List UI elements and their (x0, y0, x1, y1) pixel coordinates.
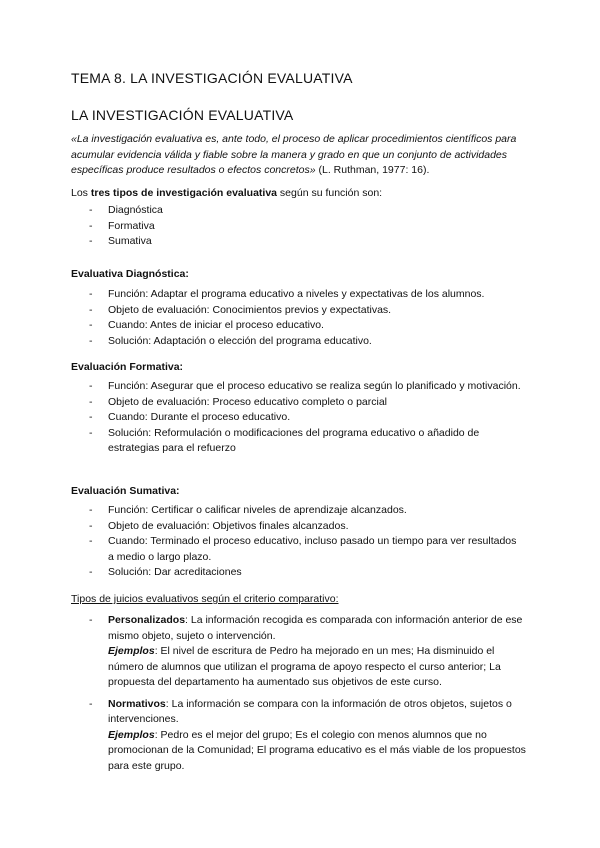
type-label: Diagnóstica (108, 204, 163, 216)
list-item (71, 287, 521, 303)
section-heading-diagnostica: Evaluativa Diagnóstica: (71, 268, 189, 280)
dash-marker: - (89, 504, 93, 516)
list-item (71, 234, 163, 250)
list-item (71, 379, 521, 395)
examples-text: : El nivel de escritura de Pedro ha mejorado en un mes; Ha disminuido el número de alumnos que utilizan el programa de apoyo respecto el curso anterior; La propuesta del departamento ha aumentado sus objetivos de este curso. (108, 645, 501, 688)
type-label: Sumativa (108, 235, 152, 247)
list-item (71, 613, 527, 691)
item-text: Solución: Reformulación o modificaciones del programa educativo o añadido de estrategias para el refuerzo (108, 426, 480, 454)
item-text: Función: Asegurar que el proceso educativo se realiza según lo planificado y motivación. (108, 380, 521, 392)
item-text: Función: Certificar o calificar niveles de aprendizaje alcanzados. (108, 504, 407, 516)
criterio-term: Normativos (108, 697, 166, 710)
diagnostica-list (71, 287, 521, 349)
list-item (71, 697, 527, 775)
criterio-heading: Tipos de juicios evaluativos según el criterio comparativo: (71, 593, 339, 605)
criterio-definition: : La información recogida es comparada con información anterior de ese mismo objeto, sujeto o intervención. (108, 614, 523, 642)
examples-label: Ejemplos (108, 645, 155, 657)
sumativa-list (71, 503, 521, 581)
types-list (71, 203, 163, 250)
quote-text: «La investigación evaluativa es, ante todo, el proceso de aplicar procedimientos científicos para acumular evidencia válida y fiable sobre la manera y grado en que un conjunto de actividades específicas produce resultados o efectos concretos» (71, 133, 517, 176)
page-title: TEMA 8. LA INVESTIGACIÓN EVALUATIVA (71, 70, 353, 86)
formativa-list (71, 379, 521, 457)
item-text: Cuando: Durante el proceso educativo. (108, 411, 291, 423)
list-item (71, 334, 521, 350)
dash-marker: - (89, 411, 93, 423)
intro-paragraph (71, 186, 382, 202)
intro-pre: Los (71, 187, 91, 199)
dash-marker: - (89, 395, 93, 408)
item-text: Objeto de evaluación: Conocimientos previos y expectativas. (108, 303, 392, 316)
item-text: Cuando: Terminado el proceso educativo, incluso pasado un tiempo para ver resultados a medio o largo plazo. (108, 535, 517, 563)
list-item (71, 318, 521, 334)
dash-marker: - (89, 566, 93, 578)
quote-paragraph (71, 132, 531, 179)
item-text: Solución: Adaptación o elección del programa educativo. (108, 334, 372, 347)
list-item (71, 534, 521, 565)
dash-marker: - (89, 614, 93, 626)
item-text: Función: Adaptar el programa educativo a niveles y expectativas de los alumnos. (108, 288, 485, 300)
item-text: Cuando: Antes de iniciar el proceso educativo. (108, 319, 324, 331)
section-heading-sumativa: Evaluación Sumativa: (71, 485, 180, 497)
item-text: Objeto de evaluación: Proceso educativo completo o parcial (108, 395, 387, 408)
dash-marker: - (89, 235, 93, 247)
dash-marker: - (89, 288, 93, 300)
dash-marker: - (89, 303, 93, 316)
criterio-definition: : La información se compara con la información de otros objetos, sujetos o intervenciones. (108, 697, 512, 725)
section-title: LA INVESTIGACIÓN EVALUATIVA (71, 107, 294, 123)
list-item (71, 410, 521, 426)
intro-bold: tres tipos de investigación evaluativa (90, 187, 278, 199)
list-item (71, 219, 163, 235)
intro-post: según su función son: (277, 187, 383, 199)
dash-marker: - (89, 219, 93, 232)
list-item (71, 426, 521, 457)
dash-marker: - (89, 535, 93, 547)
list-item (71, 503, 521, 519)
list-item (71, 203, 163, 219)
dash-marker: - (89, 426, 93, 439)
dash-marker: - (89, 380, 93, 392)
type-label: Formativa (108, 219, 155, 232)
list-item (71, 395, 521, 411)
dash-marker: - (89, 319, 93, 331)
examples-text: : Pedro es el mejor del grupo; Es el colegio con menos alumnos que no promocionan de la Comunidad; El programa educativo es el más viable de los propuestos para este grupo. (108, 728, 526, 772)
list-item (71, 565, 521, 581)
quote-citation: (L. Ruthman, 1977: 16). (315, 164, 430, 176)
examples-label: Ejemplos (108, 728, 155, 741)
criterio-list (71, 613, 527, 780)
criterio-term: Personalizados (108, 614, 186, 626)
item-text: Objeto de evaluación: Objetivos finales alcanzados. (108, 519, 349, 532)
list-item (71, 519, 521, 535)
dash-marker: - (89, 334, 93, 347)
dash-marker: - (89, 519, 93, 532)
dash-marker: - (89, 697, 93, 710)
dash-marker: - (89, 204, 93, 216)
section-heading-formativa: Evaluación Formativa: (71, 361, 184, 373)
item-text: Solución: Dar acreditaciones (108, 566, 242, 578)
list-item (71, 303, 521, 319)
